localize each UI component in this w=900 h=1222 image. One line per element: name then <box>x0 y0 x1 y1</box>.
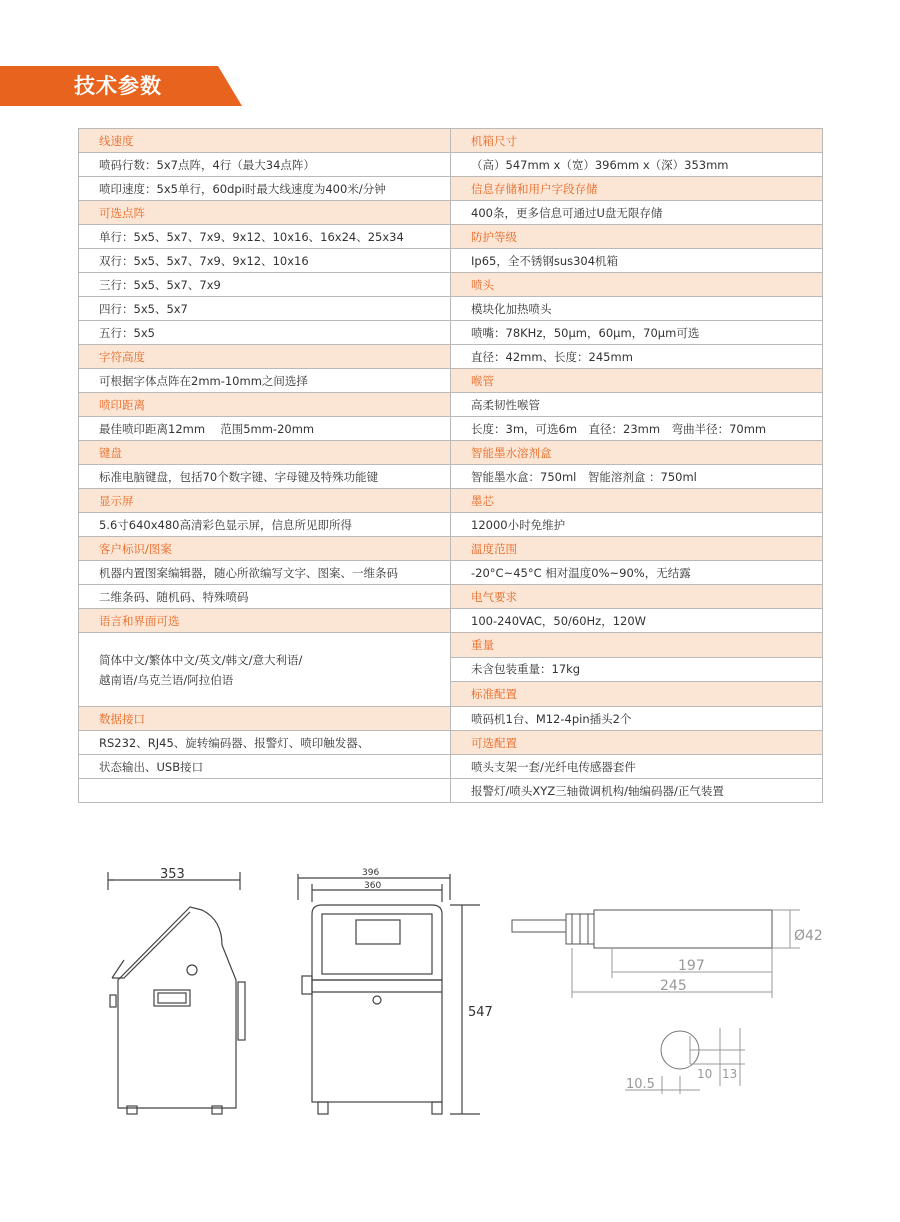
spec-header-cabinet: 机箱尺寸 <box>451 129 823 153</box>
spec-value: -20°C~45°C 相对温度0%~90%，无结露 <box>451 561 823 585</box>
spec-value: 状态输出、USB接口 <box>79 755 451 779</box>
spec-value-language <box>79 633 451 707</box>
spec-value: 喷码机1台、M12-4pin插头2个 <box>451 707 823 731</box>
spec-value: 最佳喷印距离12mm 范围5mm-20mm <box>79 417 451 441</box>
front-height-label: 547 <box>468 1005 493 1020</box>
language-line-1: 简体中文/繁体中文/英文/韩文/意大利语/ <box>99 652 303 667</box>
head-length-long-label: 245 <box>660 978 687 994</box>
head-diameter-label: Ø42 <box>794 928 823 944</box>
spec-value: 高柔韧性喉管 <box>451 393 823 417</box>
spec-value: RS232、RJ45、旋转编码器、报警灯、喷印触发器、 <box>79 731 451 755</box>
spec-header-keyboard: 键盘 <box>79 441 451 465</box>
spec-header-ink-box: 智能墨水溶剂盒 <box>451 441 823 465</box>
spec-value: 喷头支架一套/光纤电传感器套件 <box>451 755 823 779</box>
spec-value: 可根据字体点阵在2mm-10mm之间选择 <box>79 369 451 393</box>
spec-table <box>78 128 823 803</box>
spec-value: 双行：5x5、5x7、7x9、9x12、10x16 <box>79 249 451 273</box>
hole-b-label: 10 <box>697 1067 713 1081</box>
spec-value: 喷印速度：5x5单行，60dpi时最大线速度为400米/分钟 <box>79 177 451 201</box>
spec-value: 二维条码、随机码、特殊喷码 <box>79 585 451 609</box>
spec-value: 直径：42mm、长度：245mm <box>451 345 823 369</box>
hole-a-label: 10.5 <box>626 1077 655 1092</box>
spec-value: Ip65，全不锈钢sus304机箱 <box>451 249 823 273</box>
front-width-outer-label: 396 <box>362 868 380 878</box>
spec-header-storage: 信息存储和用户字段存储 <box>451 177 823 201</box>
spec-value: 三行：5x5、5x7、7x9 <box>79 273 451 297</box>
spec-value: 未含包装重量：17kg <box>451 657 823 682</box>
spec-value: 单行：5x5、5x7、7x9、9x12、10x16、16x24、25x34 <box>79 225 451 249</box>
spec-header-standard: 标准配置 <box>451 682 823 707</box>
spec-value: 五行：5x5 <box>79 321 451 345</box>
spec-value: 400条，更多信息可通过U盘无限存储 <box>451 201 823 225</box>
spec-header-protection: 防护等级 <box>451 225 823 249</box>
spec-header-print-distance: 喷印距离 <box>79 393 451 417</box>
spec-header-data-port: 数据接口 <box>79 707 451 731</box>
spec-empty-cell <box>79 779 451 803</box>
front-width-inner-label: 360 <box>364 881 382 891</box>
spec-header-display: 显示屏 <box>79 489 451 513</box>
spec-header-ink-core: 墨芯 <box>451 489 823 513</box>
spec-header-logo: 客户标识/图案 <box>79 537 451 561</box>
spec-header-dot-matrix: 可选点阵 <box>79 201 451 225</box>
side-depth-label: 353 <box>160 867 185 882</box>
head-length-short-label: 197 <box>678 958 705 974</box>
technical-drawings <box>0 850 900 1150</box>
spec-header-weight: 重量 <box>451 633 823 658</box>
front-view-drawing <box>298 874 480 1114</box>
spec-value: 标准电脑键盘，包括70个数字键、字母键及特殊功能键 <box>79 465 451 489</box>
spec-header-language: 语言和界面可选 <box>79 609 451 633</box>
spec-value: 机器内置图案编辑器，随心所欲编写文字、图案、一维条码 <box>79 561 451 585</box>
spec-value: 模块化加热喷头 <box>451 297 823 321</box>
spec-header-temp: 温度范围 <box>451 537 823 561</box>
spec-header-optional: 可选配置 <box>451 731 823 755</box>
spec-value: 100-240VAC，50/60Hz，120W <box>451 609 823 633</box>
spec-value: （高）547mm x（宽）396mm x（深）353mm <box>451 153 823 177</box>
side-view-drawing <box>108 872 245 1114</box>
spec-value: 四行：5x5、5x7 <box>79 297 451 321</box>
spec-header-nozzle: 喷头 <box>451 273 823 297</box>
spec-value: 智能墨水盒：750ml 智能溶剂盒 ：750ml <box>451 465 823 489</box>
spec-header-char-height: 字符高度 <box>79 345 451 369</box>
spec-value: 喷嘴：78KHz，50μm，60μm，70μm可选 <box>451 321 823 345</box>
drawings-svg <box>0 850 900 1150</box>
print-head-drawing <box>512 910 800 998</box>
language-line-2: 越南语/乌克兰语/阿拉伯语 <box>99 672 234 687</box>
spec-value: 喷码行数：5x7点阵，4行（最大34点阵） <box>79 153 451 177</box>
spec-value: 12000小时免维护 <box>451 513 823 537</box>
spec-header-line-speed: 线速度 <box>79 129 451 153</box>
spec-header-electric: 电气要求 <box>451 585 823 609</box>
spec-value: 报警灯/喷头XYZ三轴微调机构/轴编码器/正气装置 <box>451 779 823 803</box>
spec-header-conduit: 喉管 <box>451 369 823 393</box>
spec-value: 长度：3m，可选6m 直径：23mm 弯曲半径：70mm <box>451 417 823 441</box>
hole-c-label: 13 <box>722 1067 738 1081</box>
section-title: 技术参数 <box>74 74 162 98</box>
spec-value: 5.6寸640x480高清彩色显示屏，信息所见即所得 <box>79 513 451 537</box>
